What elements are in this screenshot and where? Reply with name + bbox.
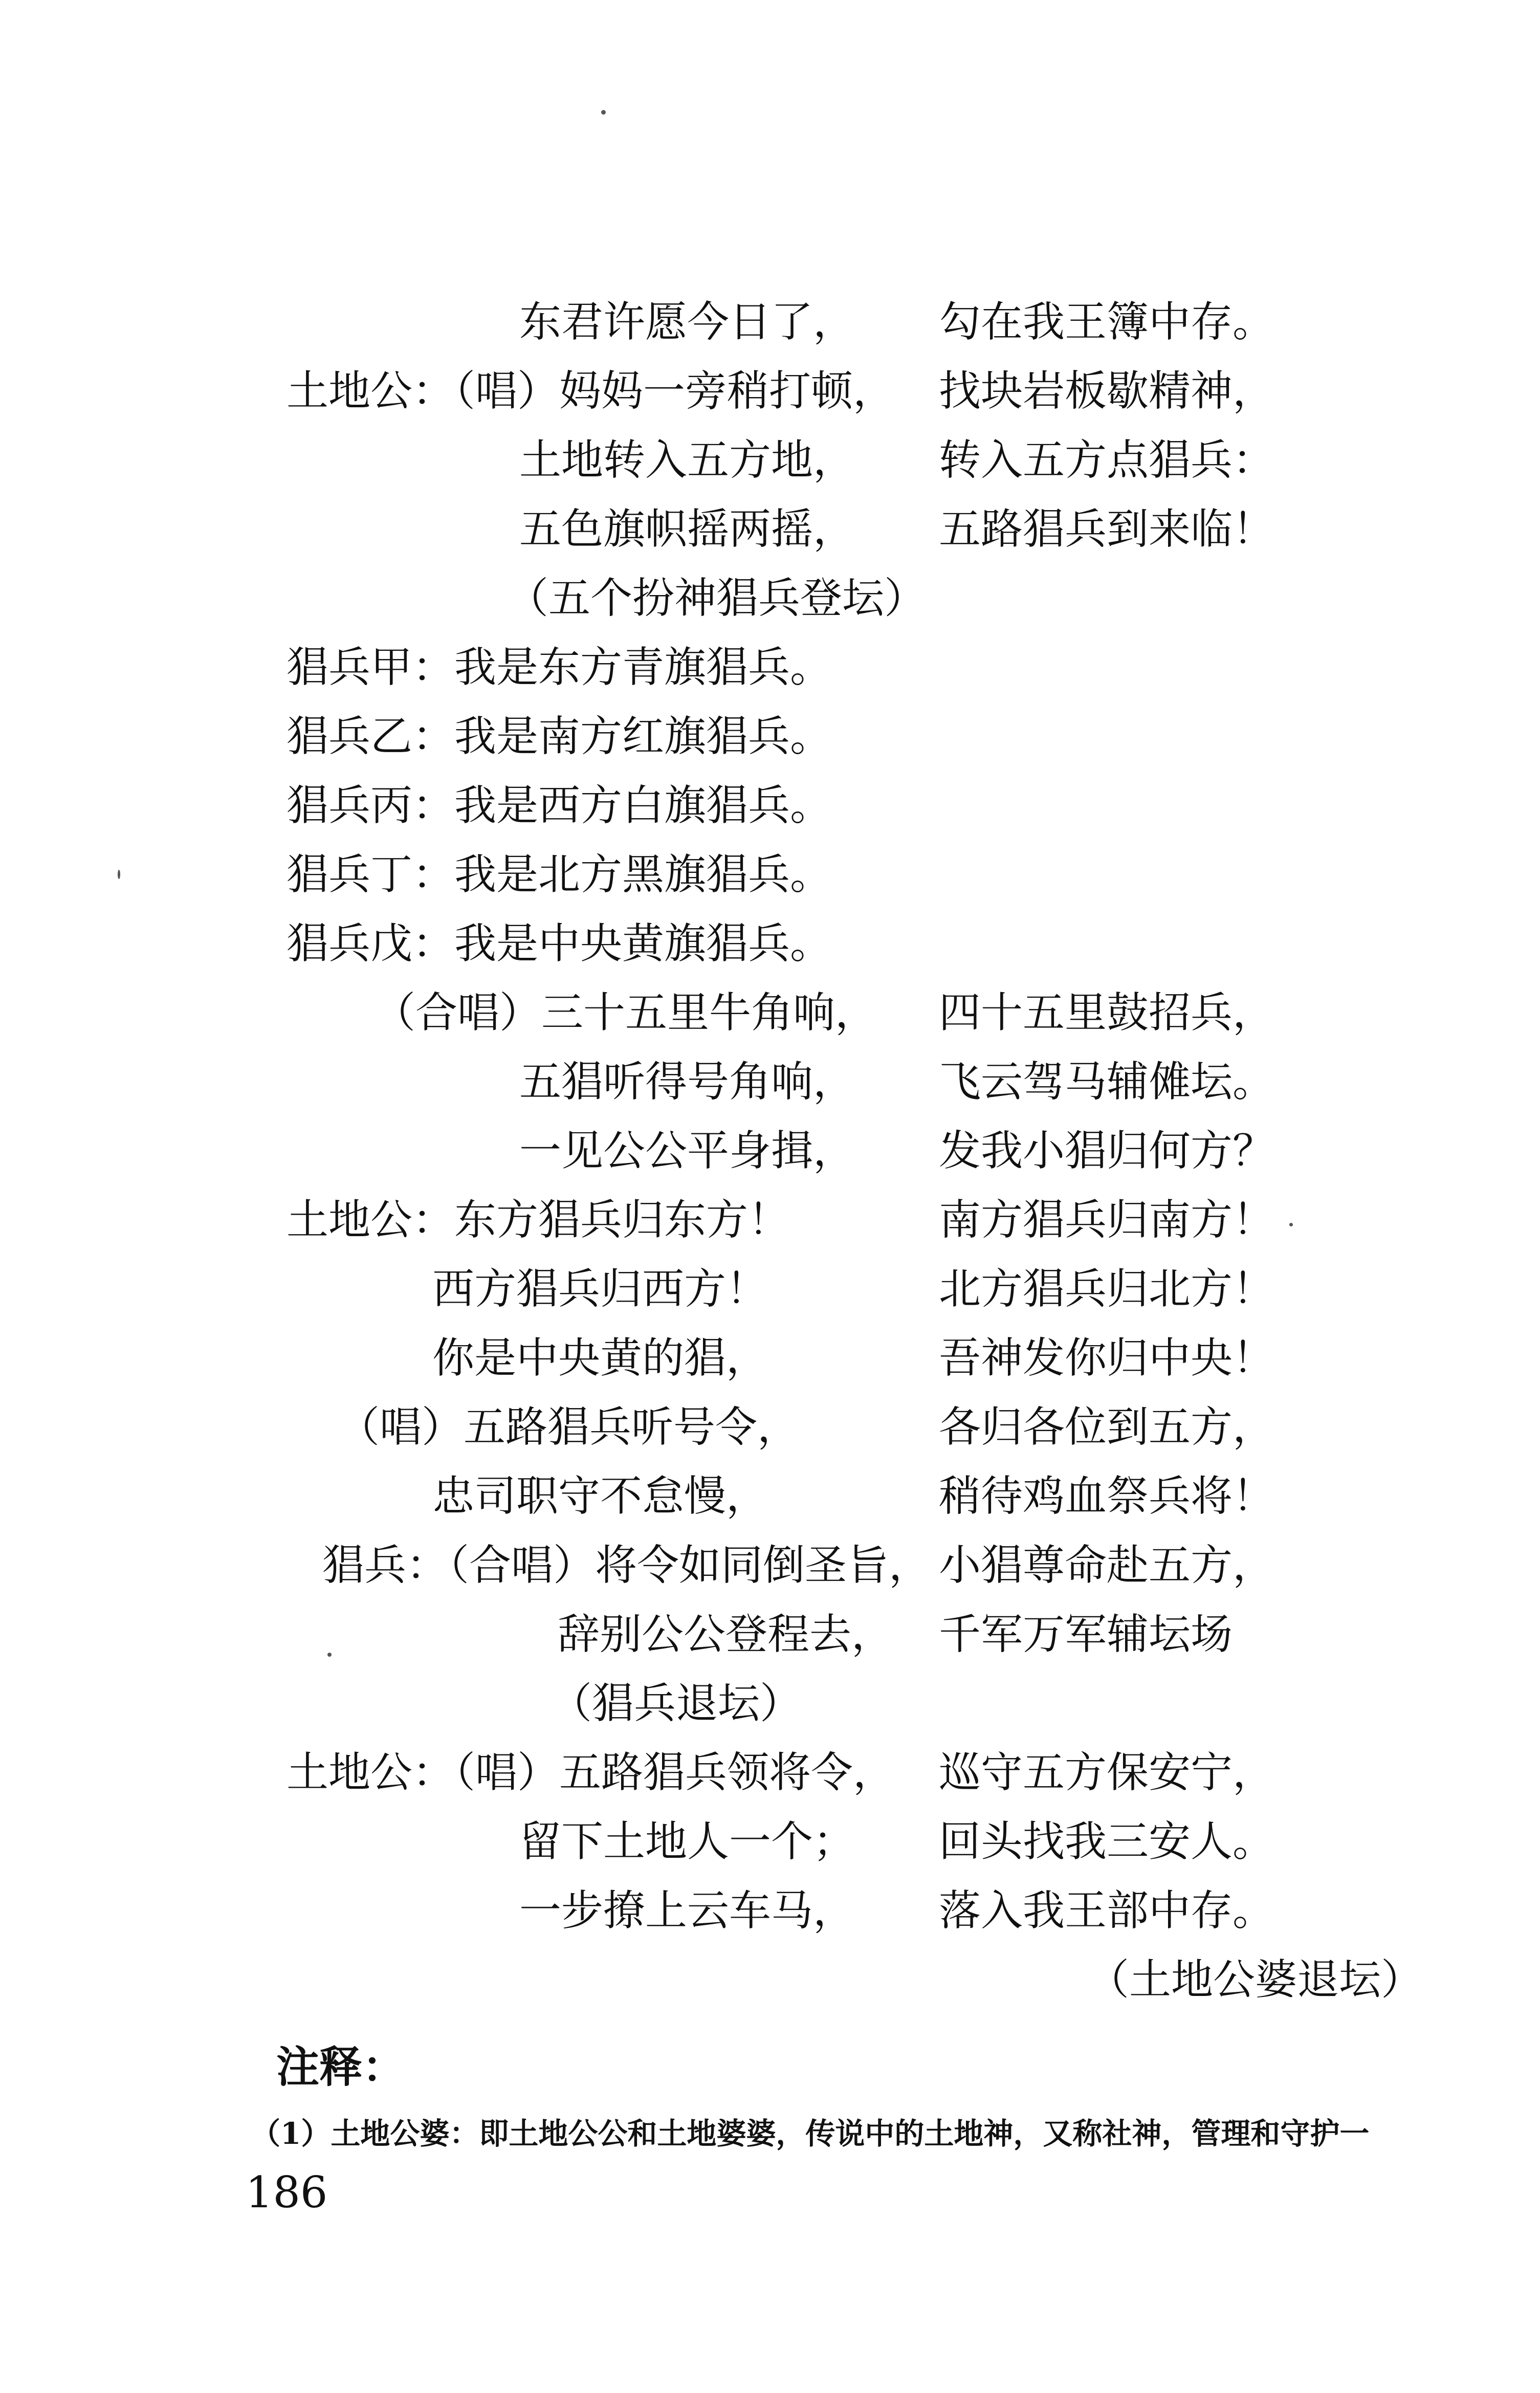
stage-direction-3: （土地公婆退坛） bbox=[1087, 1956, 1423, 2005]
verse-line-18-left: 忠司职守不怠慢， bbox=[432, 1472, 768, 1521]
note-item-1: （1）土地公婆：即土地公公和土地婆婆，传说中的土地神，又称社神，管理和守护一 bbox=[251, 2116, 1370, 2151]
verse-line-19-left: 猖兵：（合唱）将令如同倒圣旨， bbox=[322, 1541, 931, 1590]
verse-line-11-right: 四十五里鼓招兵， bbox=[939, 989, 1275, 1038]
verse-line-1-left: 东君许愿今日了， bbox=[519, 298, 855, 346]
verse-line-12-right: 飞云驾马辅傩坛。 bbox=[939, 1058, 1275, 1107]
scan-speck bbox=[1289, 1223, 1293, 1226]
verse-line-11-left: （合唱）三十五里牛角响， bbox=[373, 989, 877, 1038]
scan-speck bbox=[118, 870, 120, 879]
dialogue-line-soldier-e: 猖兵戊：我是中央黄旗猖兵。 bbox=[287, 919, 832, 969]
verse-line-1-right: 勾在我王簿中存。 bbox=[939, 298, 1275, 346]
verse-line-17-left: （唱）五路猖兵听号令， bbox=[338, 1403, 800, 1452]
verse-line-15-left: 西方猖兵归西方！ bbox=[432, 1265, 768, 1314]
dialogue-line-soldier-d: 猖兵丁：我是北方黑旗猖兵。 bbox=[287, 850, 832, 899]
verse-line-4-left: 五色旗帜摇两摇， bbox=[519, 505, 855, 554]
stage-direction-1: （五个扮神猖兵登坛） bbox=[507, 574, 927, 623]
verse-line-3-right: 转入五方点猖兵： bbox=[939, 436, 1275, 485]
verse-line-3-left: 土地转入五方地， bbox=[519, 436, 855, 485]
verse-line-2-right: 找块岩板歇精神， bbox=[939, 367, 1275, 415]
scan-speck bbox=[601, 110, 606, 115]
verse-line-4-right: 五路猖兵到来临！ bbox=[939, 505, 1275, 554]
verse-line-13-right: 发我小猖归何方？ bbox=[939, 1127, 1275, 1176]
verse-line-12-left: 五猖听得号角响， bbox=[519, 1058, 855, 1107]
verse-line-24-right: 落入我王部中存。 bbox=[939, 1886, 1275, 1936]
verse-line-23-right: 回头找我三安人。 bbox=[939, 1817, 1275, 1867]
verse-line-16-left: 你是中央黄的猖， bbox=[432, 1334, 768, 1383]
dialogue-line-soldier-b: 猖兵乙：我是南方红旗猖兵。 bbox=[287, 712, 832, 761]
verse-line-13-left: 一见公公平身揖， bbox=[519, 1127, 855, 1176]
verse-line-2-left: 土地公：（唱）妈妈一旁稍打顿， bbox=[287, 367, 895, 415]
dialogue-line-soldier-c: 猖兵丙：我是西方白旗猖兵。 bbox=[287, 781, 832, 830]
verse-line-24-left: 一步撩上云车马， bbox=[519, 1886, 855, 1936]
verse-line-19-right: 小猖尊命赴五方， bbox=[939, 1541, 1275, 1590]
verse-line-16-right: 吾神发你归中央！ bbox=[939, 1334, 1275, 1383]
verse-line-15-right: 北方猖兵归北方！ bbox=[939, 1265, 1275, 1314]
verse-line-14-right: 南方猖兵归南方！ bbox=[939, 1196, 1275, 1245]
scan-speck bbox=[327, 1653, 332, 1657]
verse-line-20-right: 千军万军辅坛场 bbox=[939, 1610, 1233, 1659]
verse-line-22-left: 土地公：（唱）五路猖兵领将令， bbox=[287, 1748, 895, 1797]
verse-line-18-right: 稍待鸡血祭兵将！ bbox=[939, 1472, 1275, 1521]
verse-line-22-right: 巡守五方保安宁， bbox=[939, 1748, 1275, 1797]
stage-direction-2: （猖兵退坛） bbox=[550, 1679, 802, 1728]
page-number: 186 bbox=[246, 2167, 328, 2218]
verse-line-17-right: 各归各位到五方， bbox=[939, 1403, 1275, 1452]
verse-line-14-left: 土地公：东方猖兵归东方！ bbox=[287, 1196, 790, 1245]
verse-line-23-left: 留下土地人一个； bbox=[519, 1817, 855, 1867]
verse-line-20-left: 辞别公公登程去， bbox=[558, 1610, 894, 1659]
notes-heading: 注释： bbox=[276, 2041, 406, 2092]
dialogue-line-soldier-a: 猖兵甲：我是东方青旗猖兵。 bbox=[287, 643, 832, 692]
